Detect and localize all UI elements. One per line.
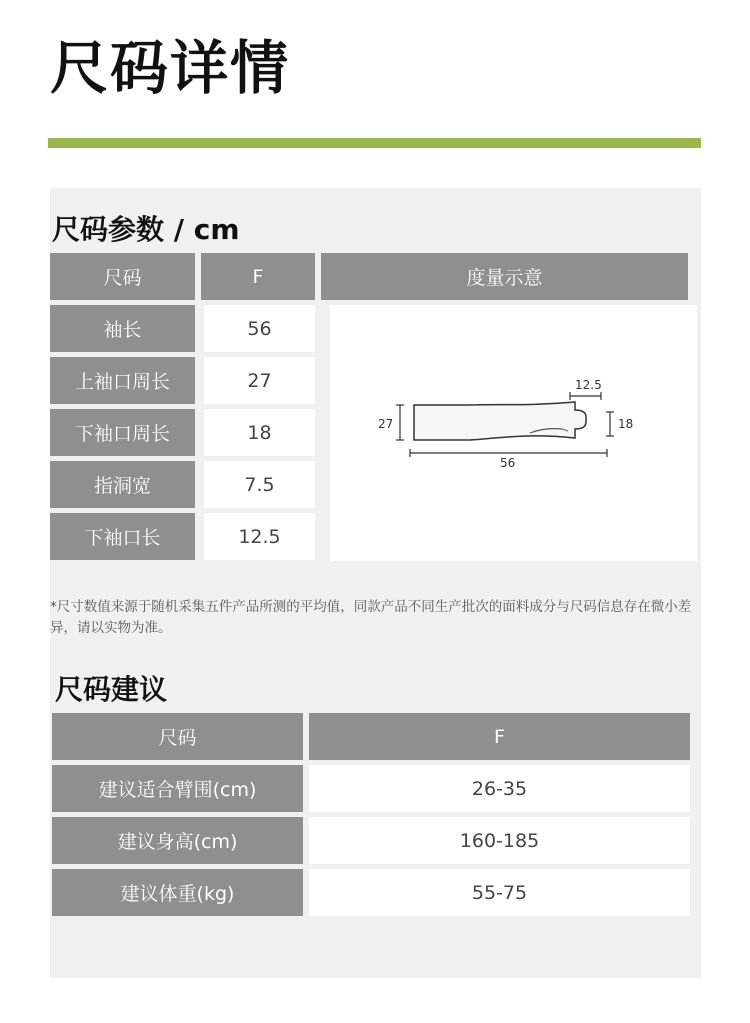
size-advice-title: 尺码建议 (55, 673, 168, 706)
params-row-label: 下袖口周长 (50, 409, 195, 456)
params-row-label: 袖长 (50, 305, 195, 352)
params-row-value: 7.5 (204, 461, 315, 508)
params-row-label: 上袖口周长 (50, 357, 195, 404)
params-header-size: 尺码 (50, 253, 195, 300)
length-label: 56 (500, 456, 516, 470)
advice-row-label: 建议适合臂围(cm) (52, 765, 303, 812)
measurement-diagram (330, 305, 697, 561)
params-row-value: 18 (204, 409, 315, 456)
params-row-value: 12.5 (204, 513, 315, 560)
params-row-label: 指洞宽 (50, 461, 195, 508)
params-header-diagram: 度量示意 (321, 253, 688, 300)
upper-cuff-label: 27 (378, 417, 394, 431)
cuff-length-label: 12.5 (575, 378, 602, 392)
advice-header-value: F (309, 713, 690, 760)
advice-row-value: 26-35 (309, 765, 690, 812)
advice-row-value: 160-185 (309, 817, 690, 864)
accent-divider (48, 138, 701, 148)
lower-cuff-label: 18 (618, 417, 634, 431)
params-row-value: 27 (204, 357, 315, 404)
params-row-label: 下袖口长 (50, 513, 195, 560)
advice-row-label: 建议体重(kg) (52, 869, 303, 916)
size-params-title: 尺码参数 / cm (52, 213, 240, 246)
params-row-value: 56 (204, 305, 315, 352)
params-header-value: F (201, 253, 315, 300)
disclaimer-note: *尺寸数值来源于随机采集五件产品所测的平均值，同款产品不同生产批次的面料成分与尺码信息存在微小差异，请以实物为准。 (50, 599, 692, 636)
advice-row-label: 建议身高(cm) (52, 817, 303, 864)
advice-header-size: 尺码 (52, 713, 303, 760)
page-title: 尺码详情 (50, 34, 291, 102)
sleeve-diagram (330, 305, 697, 561)
advice-row-value: 55-75 (309, 869, 690, 916)
sleeve-outline (414, 402, 586, 440)
